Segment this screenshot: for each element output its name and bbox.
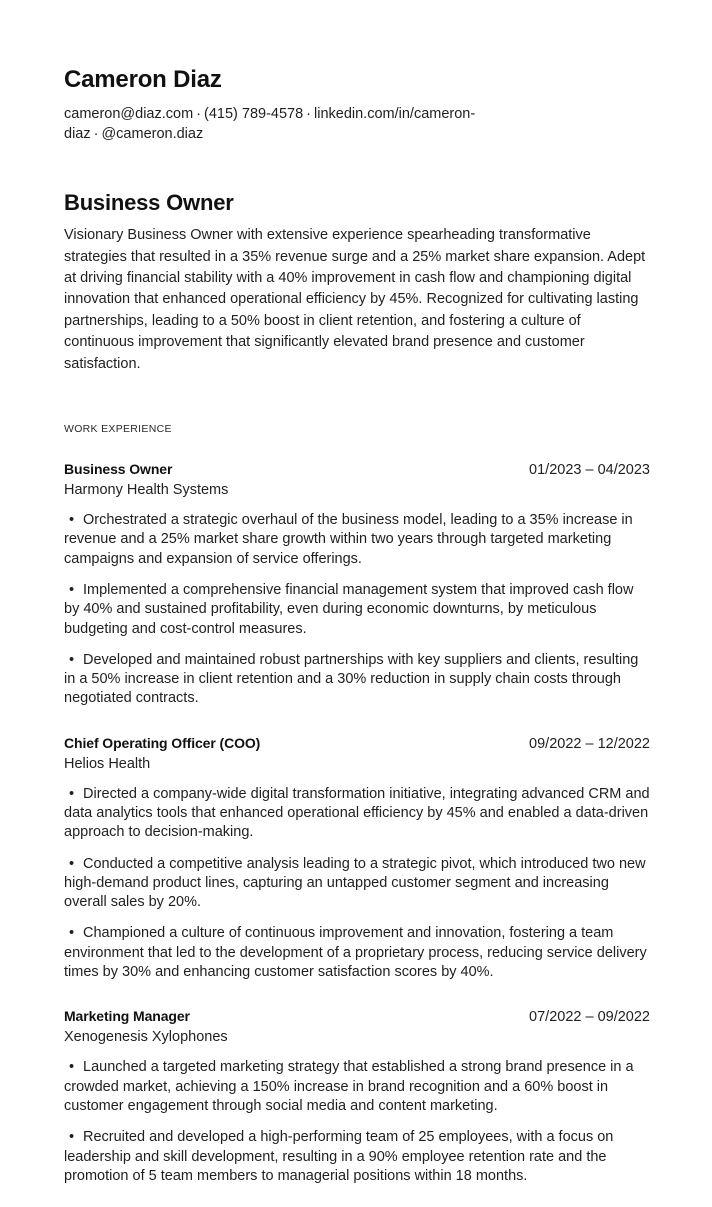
page-title: Cameron Diaz	[64, 66, 222, 93]
bullet-icon: •	[69, 855, 75, 872]
job-dates: 07/2022 – 09/2022	[529, 1009, 650, 1026]
job-bullet-text: Developed and maintained robust partnerships with key suppliers and clients, resulting in a 50% increase in client retention and a 30% reduction in supply chain costs through negotiated contracts.	[64, 651, 639, 707]
bullet-icon: •	[69, 651, 75, 668]
bullet-icon: •	[69, 1129, 75, 1146]
bullet-icon: •	[69, 581, 75, 598]
job-header	[64, 461, 650, 478]
contact-separator: ·	[306, 105, 312, 122]
job-bullet	[64, 581, 650, 639]
job-bullet	[64, 855, 650, 913]
job-bullet	[64, 511, 650, 569]
job-company: Xenogenesis Xylophones	[64, 1029, 228, 1046]
job-entry	[64, 461, 650, 709]
job-bullet	[64, 785, 650, 843]
summary-text: Visionary Business Owner with extensive experience spearheading transformative strategies that resulted in a 35% revenue surge and a 25% market share expansion. Adept at driving financial stability with a 40% improvement in cash flow and championing digital innovation that enhanced operational efficiency by 45%. Recognized for cultivating lasting partnerships, leading to a 50% boost in client retention, and fostering a culture of continuous improvement that significantly elevated brand presence and customer satisfaction.	[64, 227, 646, 372]
contact-email[interactable]: cameron@diaz.com	[64, 105, 194, 122]
contact-phone[interactable]: (415) 789-4578	[204, 105, 304, 122]
job-bullet-list	[64, 785, 650, 983]
bullet-icon: •	[69, 512, 75, 529]
job-company: Harmony Health Systems	[64, 482, 229, 499]
job-entry	[64, 735, 650, 983]
contact-handle[interactable]: @cameron.diaz	[101, 125, 204, 142]
job-bullet	[64, 651, 650, 709]
job-header	[64, 735, 650, 752]
job-dates: 09/2022 – 12/2022	[529, 735, 650, 752]
summary-headline: Business Owner	[64, 189, 234, 215]
job-title: Business Owner	[64, 461, 173, 478]
resume-content	[64, 0, 650, 1186]
job-company: Helios Health	[64, 755, 151, 772]
job-entry	[64, 1008, 650, 1186]
section-heading-work-experience: WORK EXPERIENCE	[64, 423, 172, 436]
contact-separator: ·	[93, 125, 99, 142]
job-bullet-text: Championed a culture of continuous improvement and innovation, fostering a team environment that led to the development of a proprietary process, reducing service delivery times by 30% and enhancing customer satisfaction scores by 40%.	[64, 925, 647, 981]
job-bullet-text: Launched a targeted marketing strategy that established a strong brand presence in a crowded market, achieving a 150% increase in brand recognition and a 60% boost in customer engagement through social media and content marketing.	[64, 1059, 634, 1114]
contact-linkedin[interactable]: linkedin.com/in/cameron-diaz	[64, 105, 476, 142]
job-bullet-text: Conducted a competitive analysis leading to a strategic pivot, which introduced two new high-demand product lines, capturing an untapped customer segment and increasing overall sales by 20%.	[64, 855, 646, 911]
contact-line	[64, 104, 604, 144]
job-dates: 01/2023 – 04/2023	[529, 462, 650, 479]
job-bullet-text: Implemented a comprehensive financial management system that improved cash flow by 40% and sustained profitability, even during economic downturns, by meticulous budgeting and cost-control measures.	[64, 581, 634, 637]
job-bullet-text: Orchestrated a strategic overhaul of the business model, leading to a 35% increase in revenue and a 25% market share growth within two years through targeted marketing campaigns and expansion of service offerings.	[64, 512, 633, 567]
bullet-icon: •	[69, 925, 75, 942]
job-bullet-text: Recruited and developed a high-performing team of 25 employees, with a focus on leadership and skill development, resulting in a 90% employee retention rate and the promotion of 5 team members to managerial positions within 18 months.	[64, 1129, 614, 1184]
job-bullet	[64, 924, 650, 982]
job-title: Chief Operating Officer (COO)	[64, 734, 261, 751]
job-bullet-text: Directed a company-wide digital transformation initiative, integrating advanced CRM and data analytics tools that enhanced operational efficiency by 45% and enabled a data-driven approach to decision-making.	[64, 785, 650, 841]
job-title: Marketing Manager	[64, 1008, 190, 1025]
job-bullet	[64, 1128, 650, 1186]
job-bullet-list	[64, 1058, 650, 1186]
job-header	[64, 1008, 650, 1025]
job-bullet-list	[64, 511, 650, 709]
job-bullet	[64, 1058, 650, 1116]
contact-separator: ·	[196, 105, 201, 122]
bullet-icon: •	[69, 1059, 75, 1076]
bullet-icon: •	[69, 785, 75, 802]
